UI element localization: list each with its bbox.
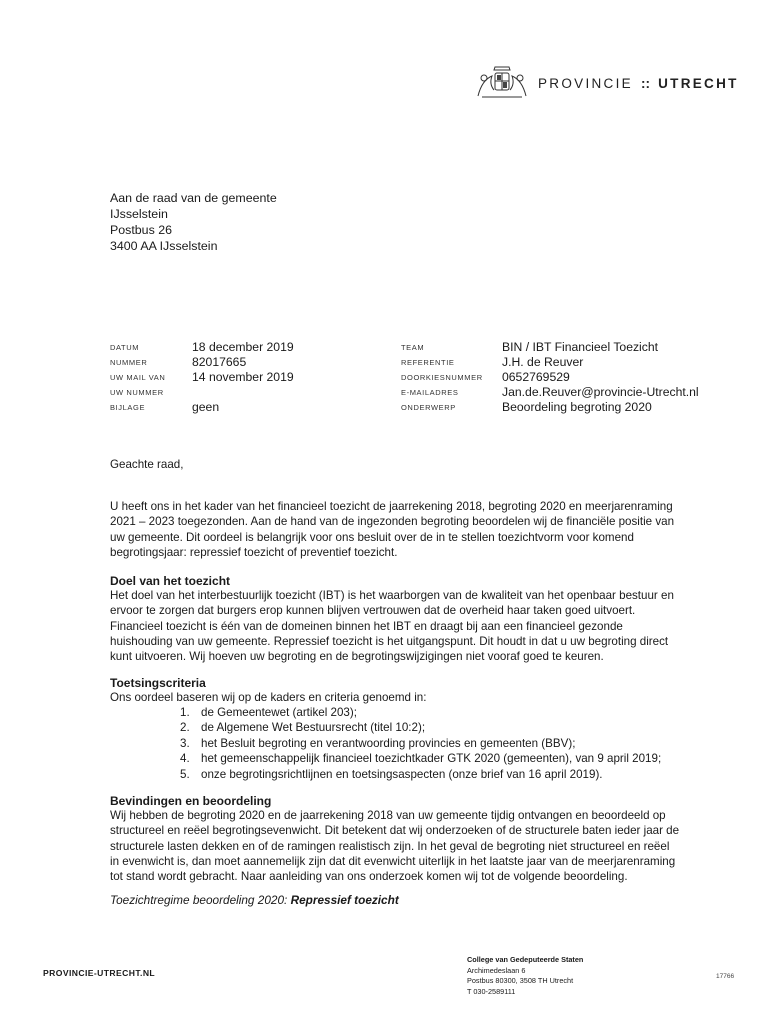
footer-street: Archimedeslaan 6 bbox=[467, 965, 526, 975]
list-item bbox=[180, 705, 661, 720]
meta-label: NUMMER bbox=[110, 358, 148, 367]
list-item bbox=[180, 767, 661, 782]
list-item-number: 1. bbox=[180, 706, 190, 719]
footer-phone: T 030-2589111 bbox=[467, 986, 516, 996]
meta-label: DOORKIESNUMMER bbox=[401, 373, 483, 382]
regime-line bbox=[110, 893, 399, 907]
section-paragraph: Ons oordeel baseren wij op de kaders en criteria genoemd in: bbox=[110, 691, 427, 704]
list-item-text: de Gemeentewet (artikel 203); bbox=[201, 706, 357, 719]
address-line: 3400 AA IJsselstein bbox=[110, 239, 218, 253]
meta-value: 0652769529 bbox=[502, 370, 570, 384]
meta-value: geen bbox=[192, 400, 220, 414]
footer-org: College van Gedeputeerde Staten bbox=[467, 955, 584, 964]
list-item-text: onze begrotingsrichtlijnen en toetsingsaspecten (onze brief van 16 april 2019). bbox=[201, 767, 603, 781]
section-heading: Bevindingen en beoordeling bbox=[110, 794, 272, 808]
meta-label: E-MAILADRES bbox=[401, 388, 459, 397]
salutation: Geachte raad, bbox=[110, 458, 184, 471]
list-item-number: 4. bbox=[180, 752, 190, 766]
meta-label: TEAM bbox=[401, 343, 425, 352]
list-item-text: de Algemene Wet Bestuursrecht (titel 10:2); bbox=[201, 721, 426, 735]
meta-label: UW MAIL VAN bbox=[110, 373, 166, 382]
brand-left: PROVINCIE bbox=[538, 75, 633, 91]
footer-address bbox=[467, 955, 583, 997]
address-line: IJsselstein bbox=[110, 207, 168, 221]
meta-label: REFERENTIE bbox=[401, 358, 455, 367]
coat-of-arms-icon bbox=[474, 66, 530, 100]
regime-label: Toezichtregime beoordeling 2020: bbox=[110, 893, 288, 907]
list-item-text: het gemeenschappelijk financieel toezichtkader GTK 2020 (gemeenten), van 9 april 2019; bbox=[201, 752, 662, 766]
section-heading: Toetsingscriteria bbox=[110, 676, 206, 690]
meta-value: Jan.de.Reuver@provincie-Utrecht.nl bbox=[502, 385, 699, 399]
footer-code: 17766 bbox=[716, 973, 735, 980]
footer-website: PROVINCIE-UTRECHT.NL bbox=[43, 968, 156, 978]
footer-postbus: Postbus 80300, 3508 TH Utrecht bbox=[467, 976, 574, 985]
brand-right: UTRECHT bbox=[658, 75, 739, 91]
section-paragraph: Wij hebben de begroting 2020 en de jaarrekening 2018 van uw gemeente tijdig ontvangen en beoordeeld op structureel en reëel begrotingsevenwicht. Dit betekent dat wij onderzoeken of de structurele baten ieder jaar de structurele lasten dekken en of de ramingen realistisch zijn. In het geval de begroting niet structureel en reëel in evenwicht is, dan moet aannemelijk zijn dat dit evenwicht uiterlijk in het laatste jaar van de meerjarenraming tot stand wordt gebracht. Naar aanleiding van ons onderzoek komen wij tot de volgende beoordeling. bbox=[110, 809, 680, 884]
list-item bbox=[180, 736, 661, 751]
meta-value: 18 december 2019 bbox=[192, 340, 294, 354]
meta-value: 82017665 bbox=[192, 355, 247, 369]
criteria-list bbox=[180, 705, 661, 782]
brand-name bbox=[538, 76, 739, 91]
meta-value: Beoordeling begroting 2020 bbox=[502, 400, 652, 414]
list-item bbox=[180, 751, 661, 766]
section-heading: Doel van het toezicht bbox=[110, 574, 231, 588]
letterhead-logo bbox=[474, 66, 739, 100]
meta-value: J.H. de Reuver bbox=[502, 355, 584, 369]
meta-label: UW NUMMER bbox=[110, 388, 164, 397]
meta-label: ONDERWERP bbox=[401, 403, 456, 412]
recipient-address bbox=[110, 190, 277, 254]
list-item-number: 3. bbox=[180, 736, 190, 750]
section-paragraph: Het doel van het interbestuurlijk toezicht (IBT) is het waarborgen van de kwaliteit van het openbaar bestuur en ervoor te zorgen dat burgers erop kunnen blijven vertrouwen dat de overheid haar taken goed uitvoert. Financieel toezicht is één van de domeinen binnen het IBT en draagt bij aan een financieel gezonde huishouding van uw gemeente. Repressief toezicht is het uitgangspunt. Dit houdt in dat u uw begroting direct kunt uitvoeren. Wij hoeven uw begroting en de begrotingswijzigingen niet vooraf goed te keuren. bbox=[110, 589, 674, 664]
list-item-number: 5. bbox=[180, 767, 190, 781]
meta-value: BIN / IBT Financieel Toezicht bbox=[502, 340, 659, 354]
meta-value: 14 november 2019 bbox=[192, 370, 294, 384]
brand-separator: :: bbox=[641, 75, 651, 91]
address-line: Aan de raad van de gemeente bbox=[110, 191, 277, 205]
list-item bbox=[180, 720, 661, 735]
meta-label: BIJLAGE bbox=[110, 403, 146, 412]
regime-value: Repressief toezicht bbox=[290, 893, 399, 907]
address-line: Postbus 26 bbox=[110, 223, 172, 237]
intro-paragraph: U heeft ons in het kader van het financieel toezicht de jaarrekening 2018, begroting 2020 en meerjarenraming 2021 – 2023 toegezonden. Aan de hand van de ingezonden begroting beoordelen wij de financiële positie van uw gemeente. Dit oordeel is belangrijk voor ons besluit over de in te stellen toezichtvorm voor komend begrotingsjaar: repressief toezicht of preventief toezicht. bbox=[110, 500, 675, 559]
meta-label: DATUM bbox=[110, 343, 140, 352]
list-item-number: 2. bbox=[180, 721, 190, 735]
list-item-text: het Besluit begroting en verantwoording provincies en gemeenten (BBV); bbox=[201, 736, 576, 750]
